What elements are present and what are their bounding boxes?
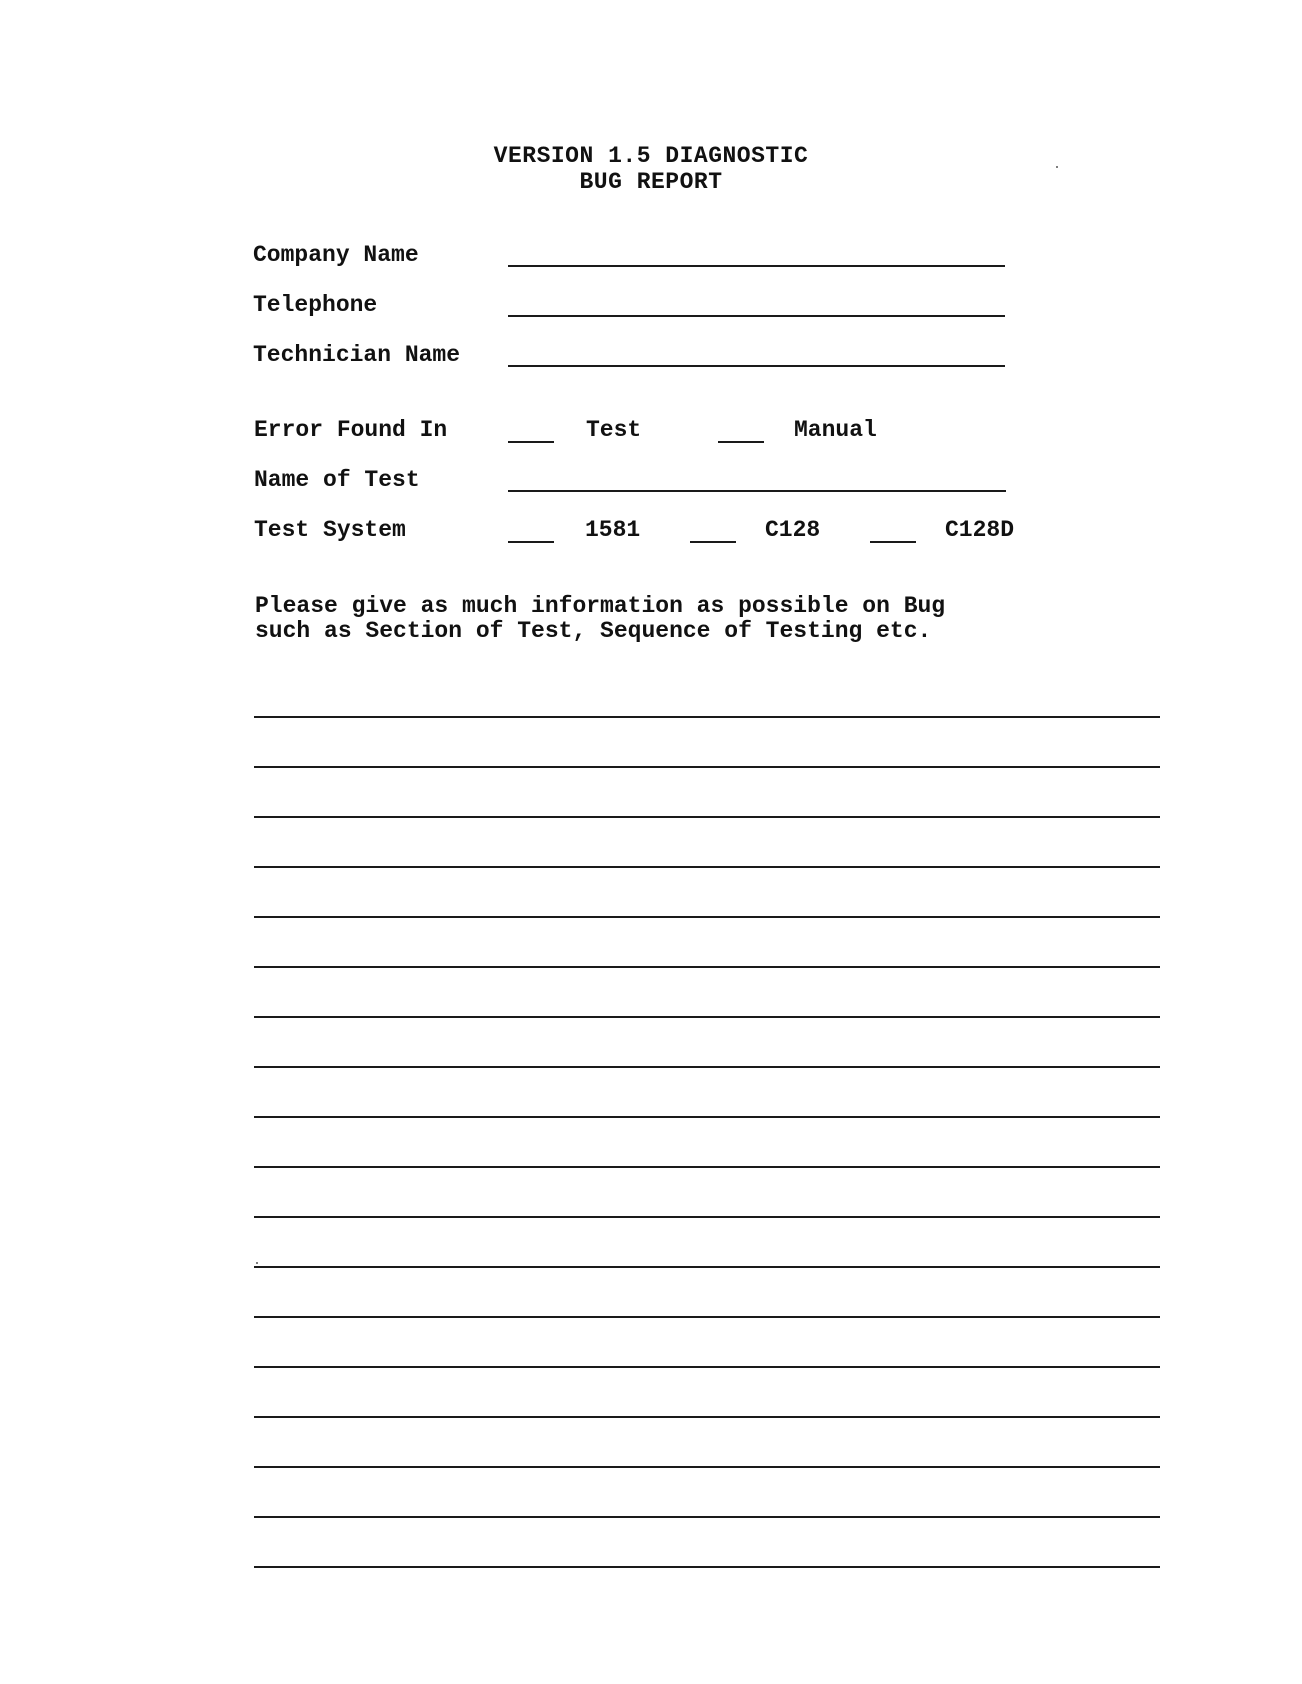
name-of-test-field[interactable] — [508, 490, 1006, 492]
description-writing-line[interactable] — [254, 866, 1160, 868]
instructions-line-2: such as Section of Test, Sequence of Testing etc. — [255, 618, 932, 644]
error-option-manual: Manual — [794, 417, 877, 443]
description-writing-line[interactable] — [254, 1166, 1160, 1168]
test-system-label: Test System — [254, 517, 406, 543]
paper-speck — [256, 1262, 258, 1264]
description-writing-line[interactable] — [254, 1416, 1160, 1418]
description-writing-line[interactable] — [254, 1316, 1160, 1318]
form-title-line-1: VERSION 1.5 DIAGNOSTIC — [493, 143, 809, 169]
error-test-checkbox-blank[interactable] — [508, 441, 554, 443]
error-option-test: Test — [586, 417, 642, 443]
instructions-text — [255, 594, 945, 644]
technician-name-field[interactable] — [508, 365, 1005, 367]
technician-name-label: Technician Name — [253, 342, 461, 368]
instructions-line-1: Please give as much information as possible on Bug — [255, 593, 946, 619]
description-writing-line[interactable] — [254, 1466, 1160, 1468]
form-title-line-2: BUG REPORT — [579, 169, 723, 195]
description-writing-line[interactable] — [254, 1066, 1160, 1068]
company-name-label: Company Name — [253, 242, 419, 268]
system-option-c128: C128 — [765, 517, 821, 543]
description-writing-line[interactable] — [254, 1516, 1160, 1518]
description-writing-line[interactable] — [254, 966, 1160, 968]
name-of-test-label: Name of Test — [254, 467, 420, 493]
paper-speck — [1056, 166, 1058, 168]
system-c128-checkbox-blank[interactable] — [690, 541, 736, 543]
description-writing-line[interactable] — [254, 1566, 1160, 1568]
telephone-label: Telephone — [253, 292, 378, 318]
system-option-1581: 1581 — [585, 517, 641, 543]
description-writing-line[interactable] — [254, 816, 1160, 818]
description-writing-line[interactable] — [254, 1366, 1160, 1368]
description-writing-line[interactable] — [254, 1116, 1160, 1118]
system-c128d-checkbox-blank[interactable] — [870, 541, 916, 543]
description-writing-line[interactable] — [254, 1216, 1160, 1218]
error-found-in-label: Error Found In — [254, 417, 448, 443]
system-1581-checkbox-blank[interactable] — [508, 541, 554, 543]
description-writing-line[interactable] — [254, 1016, 1160, 1018]
company-name-field[interactable] — [508, 265, 1005, 267]
description-writing-line[interactable] — [254, 716, 1160, 718]
system-option-c128d: C128D — [945, 517, 1015, 543]
description-writing-line[interactable] — [254, 1266, 1160, 1268]
description-writing-line[interactable] — [254, 766, 1160, 768]
error-manual-checkbox-blank[interactable] — [718, 441, 764, 443]
description-writing-line[interactable] — [254, 916, 1160, 918]
telephone-field[interactable] — [508, 315, 1005, 317]
